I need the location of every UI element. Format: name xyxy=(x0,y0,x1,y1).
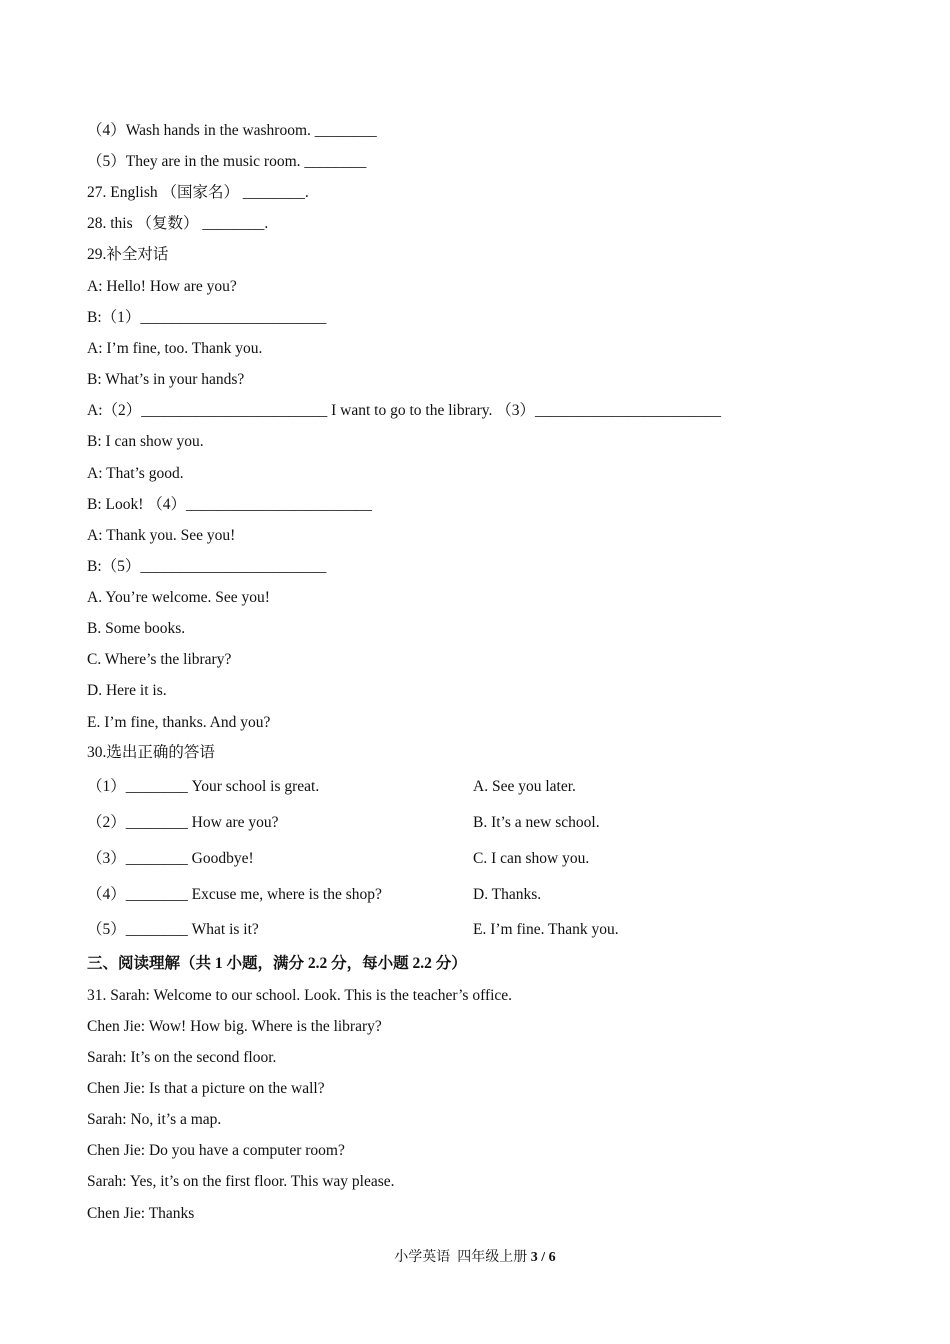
dialogue-line: A: Hello! How are you? xyxy=(87,278,237,295)
match-answer: A. See you later. xyxy=(473,778,576,795)
match-answer: C. I can show you. xyxy=(473,850,590,867)
dialogue-line: B: What’s in your hands? xyxy=(87,371,245,388)
dialogue-line: B: Look! （4）________________________ xyxy=(87,496,373,513)
dialogue-line: B:（5）________________________ xyxy=(87,558,327,575)
footer-label: 小学英语 四年级上册 xyxy=(394,1250,531,1265)
question-28: 28. this （复数） ________. xyxy=(87,215,269,232)
dialogue-line: A: That’s good. xyxy=(87,465,184,482)
match-answer: B. It’s a new school. xyxy=(473,814,600,831)
reading-line: Sarah: No, it’s a map. xyxy=(87,1111,222,1128)
reading-line: Chen Jie: Do you have a computer room? xyxy=(87,1142,345,1159)
dialogue-line: A:（2）________________________ I want to go to the library. （3）________________________ xyxy=(87,402,722,419)
page-number: 3 / 6 xyxy=(530,1250,556,1265)
question-line: （5）They are in the music room. ________ xyxy=(87,153,367,170)
answer-option: D. Here it is. xyxy=(87,682,167,699)
match-answer: E. I’m fine. Thank you. xyxy=(473,921,619,938)
reading-line: Chen Jie: Is that a picture on the wall? xyxy=(87,1080,325,1097)
section-heading: 三、阅读理解（共 1 小题，满分 2.2 分，每小题 2.2 分） xyxy=(87,955,467,972)
answer-option: E. I’m fine, thanks. And you? xyxy=(87,714,271,731)
reading-line: 31. Sarah: Welcome to our school. Look. This is the teacher’s office. xyxy=(87,987,513,1004)
question-29-title: 29.补全对话 xyxy=(87,246,169,263)
answer-option: C. Where’s the library? xyxy=(87,651,232,668)
dialogue-line: A: Thank you. See you! xyxy=(87,527,236,544)
reading-line: Sarah: Yes, it’s on the first floor. This way please. xyxy=(87,1173,395,1190)
reading-line: Chen Jie: Wow! How big. Where is the library? xyxy=(87,1018,382,1035)
dialogue-line: B: I can show you. xyxy=(87,433,204,450)
reading-line: Chen Jie: Thanks xyxy=(87,1205,195,1222)
match-question: （3）________ Goodbye! xyxy=(87,850,254,867)
dialogue-line: B:（1）________________________ xyxy=(87,309,327,326)
match-question: （4）________ Excuse me, where is the shop? xyxy=(87,886,382,903)
answer-option: B. Some books. xyxy=(87,620,186,637)
question-line: （4）Wash hands in the washroom. ________ xyxy=(87,122,377,139)
page-footer xyxy=(0,1246,950,1266)
match-question: （2）________ How are you? xyxy=(87,814,279,831)
question-30-title: 30.选出正确的答语 xyxy=(87,744,215,761)
match-question: （1）________ Your school is great. xyxy=(87,778,320,795)
reading-line: Sarah: It’s on the second floor. xyxy=(87,1049,277,1066)
answer-option: A. You’re welcome. See you! xyxy=(87,589,270,606)
dialogue-line: A: I’m fine, too. Thank you. xyxy=(87,340,263,357)
match-answer: D. Thanks. xyxy=(473,886,542,903)
match-question: （5）________ What is it? xyxy=(87,921,259,938)
question-27: 27. English （国家名） ________. xyxy=(87,184,309,201)
